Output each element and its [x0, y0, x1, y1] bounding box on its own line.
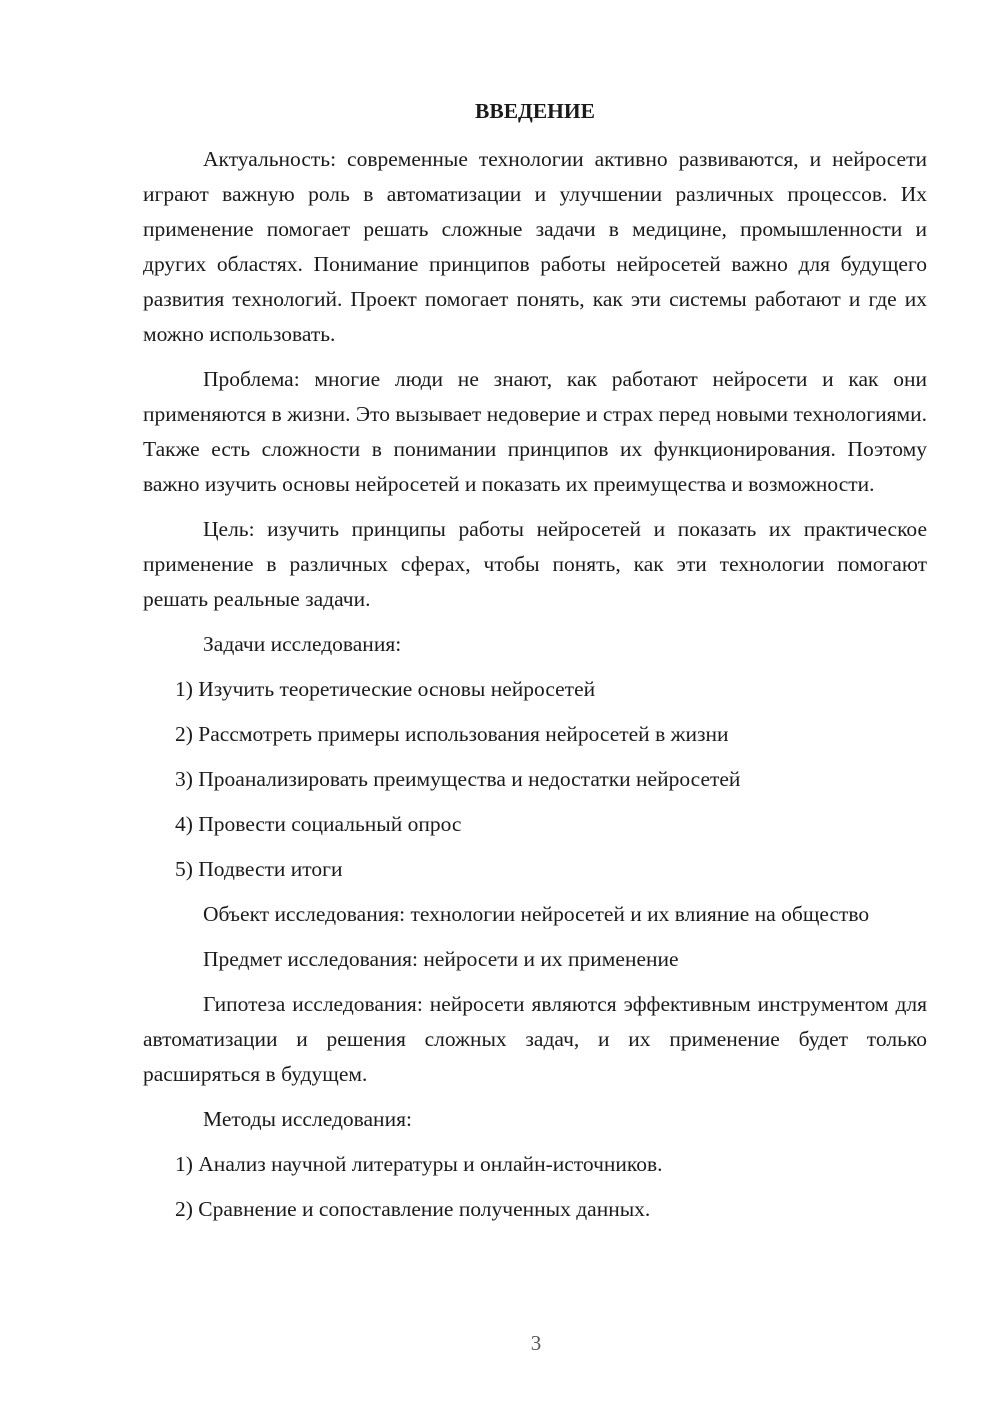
tasks-list [143, 672, 927, 887]
hypothesis-paragraph: Гипотеза исследования: нейросети являются эффективным инструментом для автоматизации и решения сложных задач, и их применение будет только расширяться в будущем. [143, 992, 927, 1086]
page-number: 3 [530, 1331, 542, 1355]
list-item: 1) Изучить теоретические основы нейросетей [175, 677, 596, 701]
relevance-paragraph: Актуальность: современные технологии активно развиваются, и нейросети играют важную роль в автоматизации и улучшении различных процессов. Их применение помогает решать сложные задачи в медицине, промышленности и других областях. Понимание принципов работы нейросетей важно для будущего развития технологий. Проект помогает понять, как эти системы работают и где их можно использовать. [143, 147, 927, 346]
list-item: 2) Рассмотреть примеры использования нейросетей в жизни [175, 722, 729, 746]
list-item: 2) Сравнение и сопоставление полученных данных. [175, 1197, 651, 1221]
methods-list [143, 1147, 927, 1227]
object-paragraph: Объект исследования: технологии нейросетей и их влияние на общество [203, 902, 870, 926]
list-item: 4) Провести социальный опрос [175, 812, 462, 836]
list-item: 3) Проанализировать преимущества и недостатки нейросетей [175, 767, 741, 791]
problem-paragraph: Проблема: многие люди не знают, как работают нейросети и как они применяются в жизни. Это вызывает недоверие и страх перед новыми технологиями. Также есть сложности в понимании принципов их функционирования. Поэтому важно изучить основы нейросетей и показать их преимущества и возможности. [143, 367, 927, 496]
list-item: 5) Подвести итоги [175, 857, 343, 881]
methods-title: Методы исследования: [203, 1107, 412, 1131]
subject-paragraph: Предмет исследования: нейросети и их применение [203, 947, 679, 971]
tasks-title: Задачи исследования: [203, 632, 402, 656]
document-page [143, 94, 927, 1237]
goal-paragraph: Цель: изучить принципы работы нейросетей и показать их практическое применение в различных сферах, чтобы понять, как эти технологии помогают решать реальные задачи. [143, 517, 927, 611]
list-item: 1) Анализ научной литературы и онлайн-источников. [175, 1152, 663, 1176]
section-heading: ВВЕДЕНИЕ [475, 99, 595, 123]
